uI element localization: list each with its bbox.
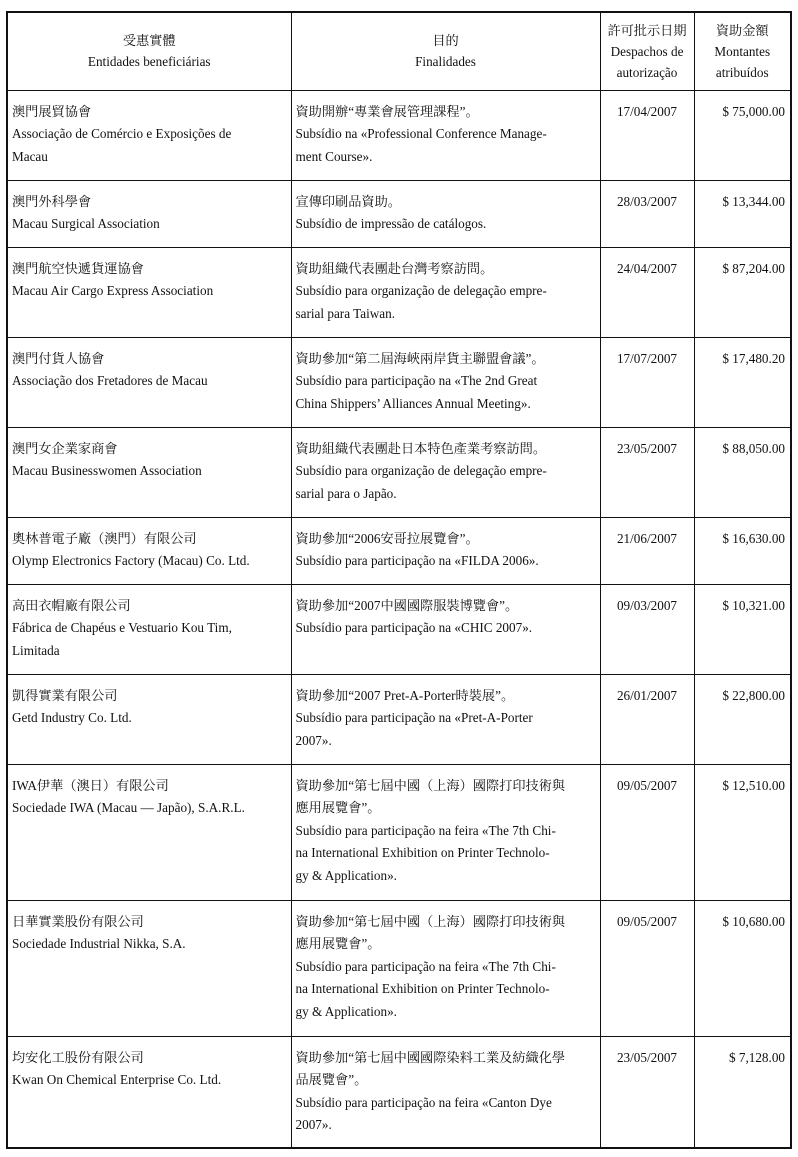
entity-line: Macau Air Cargo Express Association bbox=[12, 283, 214, 298]
header-dates-pt1: Despachos de bbox=[610, 43, 684, 59]
table-row bbox=[7, 674, 791, 764]
date-cell: 09/05/2007 bbox=[600, 764, 694, 900]
purpose-line: Subsídio para participação na feira «Canton Dye bbox=[295, 1094, 552, 1110]
purpose-line: Subsídio para participação na «Pret-A-Porter bbox=[295, 710, 533, 725]
amount-cell: $ 12,510.00 bbox=[694, 764, 791, 900]
table-row bbox=[7, 90, 791, 180]
purpose-line: ment Course». bbox=[295, 148, 373, 164]
amount-cell: $ 7,128.00 bbox=[694, 1036, 791, 1148]
header-purposes-zh: 目的 bbox=[432, 33, 459, 49]
date-cell: 24/04/2007 bbox=[600, 247, 694, 337]
purpose-cell bbox=[291, 247, 600, 337]
entity-cell bbox=[7, 900, 291, 1036]
purpose-line: gy & Application». bbox=[295, 867, 397, 883]
purpose-cell bbox=[291, 517, 600, 584]
header-purposes bbox=[291, 12, 600, 90]
table-header-row bbox=[7, 12, 791, 90]
entity-line: Limitada bbox=[12, 642, 60, 658]
entity-line: 澳門女企業家商會 bbox=[12, 440, 118, 456]
table-row bbox=[7, 180, 791, 247]
entity-cell bbox=[7, 1036, 291, 1148]
entity-cell bbox=[7, 517, 291, 584]
entity-line: Olymp Electronics Factory (Macau) Co. Ltd. bbox=[12, 553, 250, 568]
purpose-cell bbox=[291, 764, 600, 900]
purpose-line: Subsídio para participação na «CHIC 2007». bbox=[295, 620, 533, 635]
entity-line: Kwan On Chemical Enterprise Co. Ltd. bbox=[12, 1072, 222, 1087]
table-row bbox=[7, 247, 791, 337]
entity-cell bbox=[7, 90, 291, 180]
entity-line: IWA伊華（澳日）有限公司 bbox=[12, 777, 169, 793]
purpose-line: Subsídio para participação na feira «The 7th Chi- bbox=[295, 958, 556, 974]
amount-cell: $ 10,321.00 bbox=[694, 584, 791, 674]
table-row bbox=[7, 900, 791, 1036]
amount-cell: $ 75,000.00 bbox=[694, 90, 791, 180]
entity-line: 凱得實業有限公司 bbox=[12, 687, 118, 703]
entity-cell bbox=[7, 180, 291, 247]
subsidy-table bbox=[6, 11, 792, 1149]
purpose-line: 2007». bbox=[295, 1117, 332, 1132]
entity-line: Macau bbox=[12, 148, 48, 164]
purpose-line: Subsídio para participação na «FILDA 2006». bbox=[295, 553, 539, 568]
purpose-line: 資助參加“第二屆海峽兩岸貨主聯盟會議”。 bbox=[295, 350, 545, 366]
date-cell: 26/01/2007 bbox=[600, 674, 694, 764]
amount-cell: $ 16,630.00 bbox=[694, 517, 791, 584]
purpose-line: Subsídio na «Professional Conference Manage- bbox=[295, 126, 547, 141]
entity-line: Getd Industry Co. Ltd. bbox=[12, 710, 132, 725]
purpose-line: China Shippers’ Alliances Annual Meeting». bbox=[295, 395, 531, 411]
table-row bbox=[7, 584, 791, 674]
amount-cell: $ 13,344.00 bbox=[694, 180, 791, 247]
purpose-line: 品展覽會”。 bbox=[295, 1072, 368, 1087]
entity-line: 澳門航空快遞貨運協會 bbox=[12, 260, 144, 276]
header-amounts-zh: 資助金額 bbox=[715, 22, 769, 38]
table-row bbox=[7, 337, 791, 427]
entity-line: 日華實業股份有限公司 bbox=[12, 913, 144, 929]
entity-line: 澳門外科學會 bbox=[12, 193, 92, 209]
purpose-line: 資助組織代表團赴台灣考察訪問。 bbox=[295, 260, 494, 276]
entity-line: Associação dos Fretadores de Macau bbox=[12, 373, 208, 388]
purpose-line: 資助開辦“專業會展管理課程”。 bbox=[295, 103, 479, 119]
purpose-cell bbox=[291, 584, 600, 674]
purpose-line: 資助參加“2006安哥拉展覽會”。 bbox=[295, 530, 479, 546]
purpose-line: sarial para Taiwan. bbox=[295, 305, 396, 321]
amount-cell: $ 17,480.20 bbox=[694, 337, 791, 427]
purpose-line: Subsídio para participação na «The 2nd Great bbox=[295, 373, 538, 388]
purpose-cell bbox=[291, 674, 600, 764]
date-cell: 09/05/2007 bbox=[600, 900, 694, 1036]
purpose-line: 資助參加“2007中國國際服裝博覽會”。 bbox=[295, 597, 519, 613]
date-cell: 17/04/2007 bbox=[600, 90, 694, 180]
purpose-cell bbox=[291, 427, 600, 517]
amount-cell: $ 87,204.00 bbox=[694, 247, 791, 337]
entity-line: 澳門付貨人協會 bbox=[12, 350, 105, 366]
header-dates-zh: 許可批示日期 bbox=[607, 22, 687, 38]
header-amounts bbox=[694, 12, 791, 90]
purpose-line: gy & Application». bbox=[295, 1003, 397, 1019]
table-row bbox=[7, 1036, 791, 1148]
purpose-cell bbox=[291, 337, 600, 427]
purpose-cell bbox=[291, 180, 600, 247]
header-purposes-pt: Finalidades bbox=[415, 54, 476, 70]
entity-cell bbox=[7, 247, 291, 337]
purpose-cell bbox=[291, 1036, 600, 1148]
entity-cell bbox=[7, 427, 291, 517]
purpose-line: 2007». bbox=[295, 732, 332, 748]
header-amounts-pt1: Montantes bbox=[714, 43, 771, 59]
table-row bbox=[7, 427, 791, 517]
purpose-line: 資助參加“2007 Pret-A-Porter時裝展”。 bbox=[295, 687, 515, 703]
purpose-line: 資助參加“第七屆中國（上海）國際打印技術與 bbox=[295, 777, 566, 793]
date-cell: 23/05/2007 bbox=[600, 1036, 694, 1148]
header-entities bbox=[7, 12, 291, 90]
purpose-line: 資助參加“第七屆中國國際染料工業及紡織化學 bbox=[295, 1049, 566, 1065]
purpose-cell bbox=[291, 900, 600, 1036]
entity-line: Associação de Comércio e Exposições de bbox=[12, 126, 232, 141]
purpose-line: sarial para o Japão. bbox=[295, 485, 397, 501]
entity-line: 均安化工股份有限公司 bbox=[12, 1049, 144, 1065]
purpose-cell bbox=[291, 90, 600, 180]
entity-cell bbox=[7, 674, 291, 764]
table-body bbox=[7, 90, 791, 1148]
purpose-line: 資助組織代表團赴日本特色產業考察訪問。 bbox=[295, 440, 547, 456]
header-entities-pt: Entidades beneficiárias bbox=[87, 54, 211, 70]
purpose-line: 宣傳印刷品資助。 bbox=[295, 193, 401, 209]
entity-line: Fábrica de Chapéus e Vestuario Kou Tim, bbox=[12, 620, 232, 635]
purpose-line: Subsídio para organização de delegação empre- bbox=[295, 283, 547, 298]
purpose-line: Subsídio para participação na feira «The 7th Chi- bbox=[295, 822, 556, 838]
purpose-line: Subsídio de impressão de catálogos. bbox=[295, 216, 487, 231]
amount-cell: $ 22,800.00 bbox=[694, 674, 791, 764]
entity-line: 高田衣帽廠有限公司 bbox=[12, 597, 131, 613]
entity-cell bbox=[7, 584, 291, 674]
date-cell: 28/03/2007 bbox=[600, 180, 694, 247]
entity-cell bbox=[7, 764, 291, 900]
entity-line: 奧林普電子廠（澳門）有限公司 bbox=[12, 530, 197, 546]
amount-cell: $ 10,680.00 bbox=[694, 900, 791, 1036]
date-cell: 17/07/2007 bbox=[600, 337, 694, 427]
purpose-line: 應用展覽會”。 bbox=[295, 800, 381, 815]
header-dates-pt2: autorização bbox=[616, 64, 678, 80]
purpose-line: 資助參加“第七屆中國（上海）國際打印技術與 bbox=[295, 913, 566, 929]
entity-line: 澳門展貿協會 bbox=[12, 103, 92, 119]
purpose-line: Subsídio para organização de delegação empre- bbox=[295, 463, 547, 478]
header-amounts-pt2: atribuídos bbox=[715, 64, 769, 80]
date-cell: 23/05/2007 bbox=[600, 427, 694, 517]
entity-line: Sociedade Industrial Nikka, S.A. bbox=[12, 936, 186, 951]
table-row bbox=[7, 517, 791, 584]
date-cell: 21/06/2007 bbox=[600, 517, 694, 584]
entity-line: Sociedade IWA (Macau — Japão), S.A.R.L. bbox=[12, 800, 245, 815]
entity-line: Macau Surgical Association bbox=[12, 216, 160, 231]
date-cell: 09/03/2007 bbox=[600, 584, 694, 674]
amount-cell: $ 88,050.00 bbox=[694, 427, 791, 517]
header-entities-zh: 受惠實體 bbox=[122, 33, 176, 49]
entity-cell bbox=[7, 337, 291, 427]
purpose-line: 應用展覽會”。 bbox=[295, 936, 381, 951]
purpose-line: na International Exhibition on Printer Technolo- bbox=[295, 845, 550, 860]
entity-line: Macau Businesswomen Association bbox=[12, 463, 202, 478]
table-row bbox=[7, 764, 791, 900]
purpose-line: na International Exhibition on Printer Technolo- bbox=[295, 981, 550, 996]
header-dates bbox=[600, 12, 694, 90]
